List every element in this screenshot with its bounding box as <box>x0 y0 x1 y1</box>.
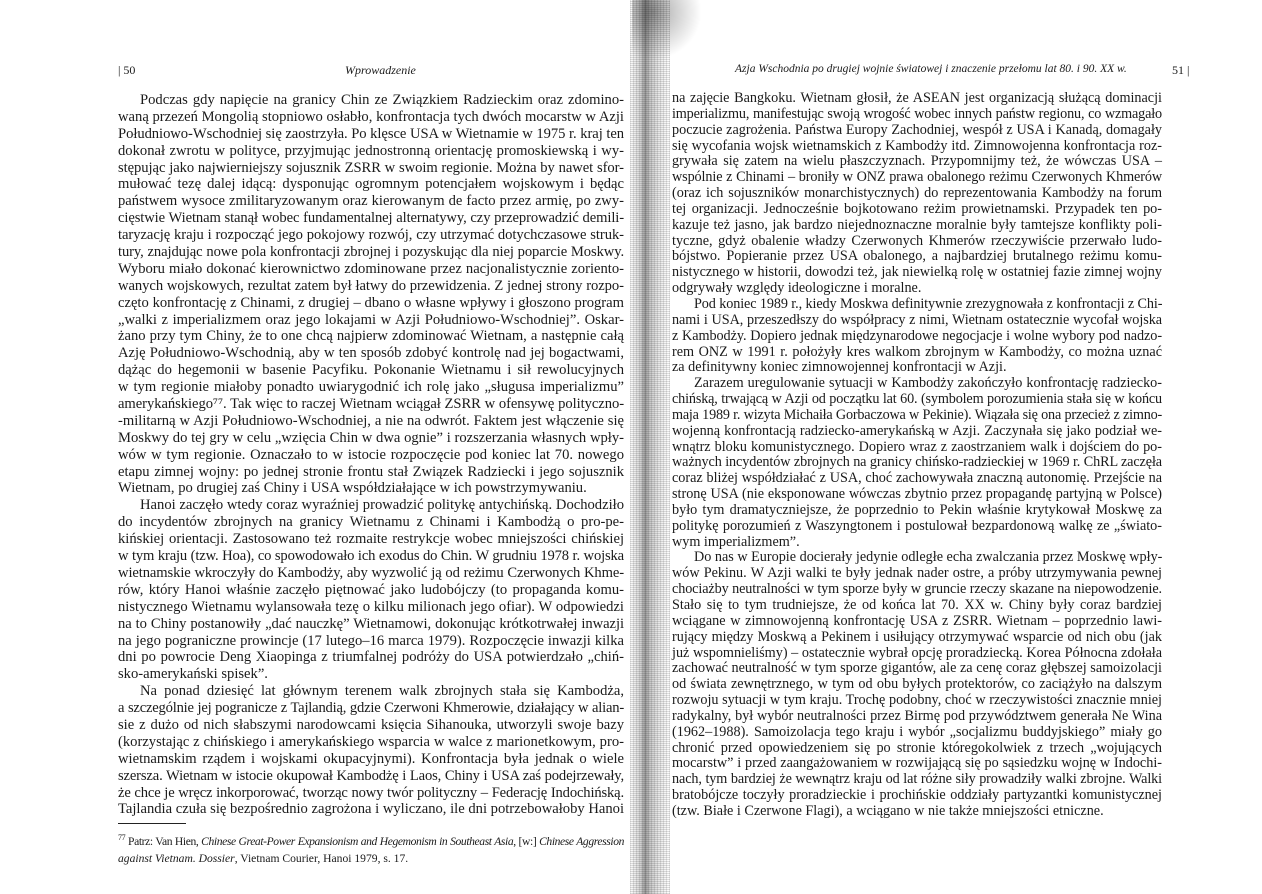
text-line: od świata zewnętrznego, w tym od obu byłych protektorów, co zaciążyło na dalszym <box>672 676 1162 693</box>
text-line: rów, który Hanoi właśnie zaczęło piętnować jako ludobójczy (to propaganda komu- <box>118 581 624 598</box>
paragraph <box>672 376 1162 550</box>
text-line: w tym regionie miałoby ponadto uwiarygodnić ich rolę jako „sługusa imperializmu” <box>118 379 624 396</box>
text-line: bratobójcze toczyły proradzieckie i prochińskie oddziały partyzantki komunistycznej <box>672 787 1162 804</box>
text-line: wspólnie z Chinami – broniły w ONZ prawa obalonego reżimu Czerwonych Khmerów <box>672 169 1162 186</box>
text-line: częto konfrontację z Chinami, z drugiej – dbano o własne wpływy i głoszono program <box>118 294 624 311</box>
text-line: wów w tym regionie. Oznaczało to w istocie rozpoczęcie pod koniec lat 70. nowego <box>118 446 624 463</box>
text-line: waną przezeń Mongolią stopniowo osłabło, konfrontacja tych dwóch mocarstw w Azji <box>118 108 624 125</box>
text-line: dokonał zwrotu w polityce, przyjmując jednostronną orientację promoskiewską i wy- <box>118 142 624 159</box>
text-line: dni po powrocie Deng Xiaopinga z triumfalnej podróży do USA potwierdzało „chiń- <box>118 649 624 666</box>
text-line: poczucie zagrożenia. Państwa Europy Zachodniej, wespół z USA i Kanadą, domagały <box>672 121 1162 138</box>
text-line: (tzw. Białe i Czerwone Flagi), a wciągano w nie także mniejszości etniczne. <box>672 802 1104 819</box>
text-line: Stało się to tym trudniejsze, że od końca lat 70. XX w. Chiny były coraz bardziej <box>672 597 1162 613</box>
footnote <box>118 829 624 867</box>
text-line: zachować neutralność w tym sporze gigantów, ale za cenę coraz głębszej samoizolacji <box>672 660 1162 677</box>
text-line: na zajęcie Bangkoku. Wietnam głosił, że ASEAN jest organizacją służącą dominacji <box>672 90 1162 106</box>
text-line: stępując jako najwierniejszy sojusznik ZSRR w swoim regionie. Można by nawet sfor- <box>118 159 624 176</box>
text-line: w tym kraju (tzw. Hoa), co spowodowało ich exodus do Chin. W grudniu 1978 r. wojska <box>118 548 624 565</box>
text-line: wanych wojskowych, rezultat zatem był łatwy do przewidzenia. Z jednej strony rozpo- <box>118 277 624 294</box>
text-line: Wyboru miało dokonać kierownictwo zdominowane przez nacjonalistycznie zoriento- <box>118 260 624 277</box>
text-line: maja 1989 r. wizyta Michaiła Gorbaczowa w Pekinie). Wiązała się ona przecież z zimno- <box>672 406 1162 423</box>
text-line: ważnych incydentów zbrojnych na granicy chińsko-radzieckiej w 1969 r. ChRL zaczęła <box>672 454 1162 471</box>
left-running-head: Wprowadzenie <box>345 63 416 77</box>
paragraph <box>118 497 624 683</box>
text-line: dążąc do hegemonii w basenie Pacyfiku. Pokonanie Wietnamu i sił rewolucyjnych <box>118 362 624 379</box>
text-line: na to Chiny postanowiły „dać nauczkę” Wietnamowi, dokonując krótkotrwałej inwazji <box>118 615 624 632</box>
footnote-rule <box>118 823 186 824</box>
text-line: szersza. Wietnam w istocie okupował Kambodżę i Laos, Chiny i USA zaś podejrzewały, <box>118 767 624 784</box>
right-running-head: Azja Wschodnia po drugiej wojnie światowej i znaczenie przełomu lat 80. i 90. XX w. <box>735 63 1127 75</box>
footnote-title: Chinese Great-Power Expansionism and Hegemonism in Southeast Asia <box>201 834 514 848</box>
text-line: etapu zimnej wojny: po jednej stronie frontu stał Związek Radziecki i jego sojusznik <box>118 463 624 480</box>
paragraph <box>118 683 624 818</box>
text-line: (korzystając z chińskiego i amerykańskiego wsparcia w walce z marionetkowym, pro- <box>118 733 624 750</box>
text-line: tury, znajdując nowe pola konfrontacji zbrojnej i pozyskując dla niej poparcie Moskwy. <box>118 244 624 261</box>
text-line: sie z dużo od nich słabszymi narodowcami księcia Sihanouka, utworzyli swoje bazy <box>118 716 624 733</box>
scan-shadow <box>632 0 702 60</box>
text-line: coraz bliżej współdziałać z USA, choć zachowywała znaczną autonomię. Przejście na <box>672 470 1162 487</box>
text-line: chronić przed opowiedzeniem się po stronie któregokolwiek z trzech „wojujących <box>672 739 1162 756</box>
paragraph <box>672 91 1162 297</box>
text-line: kazuje też jasno, jak bardzo niejednoznaczne moralnie były tamtejsze konflikty poli- <box>672 216 1162 233</box>
text-line: rozwoju sytuacji w tym kraju. Trochę podobny, choć w rzeczywistości znacznie mniej <box>672 692 1162 709</box>
text-line: wietnamskim rządem i wojskami okupacyjnymi). Konfrontacja była jednak o wiele <box>118 750 624 767</box>
text-line: odgrywały względy ideologiczne i moralne. <box>672 280 922 297</box>
text-line: mocarstw” i przed zaangażowaniem w rozwijającą się po sąsiedzku wojnę w Indochi- <box>672 755 1162 772</box>
text-line: cięstwie Wietnam stanął wobec fundamentalnej alternatywy, czy przeprowadzić demili- <box>118 210 624 227</box>
text-line: mułować tezę dalej idącą: dysponując ogromnym potencjałem wojskowym i będąc <box>118 176 624 193</box>
footnote-number: 77 <box>118 833 126 842</box>
text-line: za definitywny koniec zimnowojennej konfrontacji w Azji. <box>672 359 1007 376</box>
text-line: wnątrz bloku komunistycznego. Dopiero wraz z zaostrzaniem walk i dojściem do po- <box>672 438 1162 455</box>
text-line: chińską, trwającą w Azji od początku lat 60. (symbolem porozumienia stała się w końcu <box>672 391 1162 408</box>
text-line: tej organizacji. Jednocześnie bojkotowano reżim prowietnamski. Przypadek ten po- <box>672 200 1162 217</box>
footnote-text: , Vietnam Courier, Hanoi 1979, s. 17. <box>234 851 409 865</box>
text-line: „walki z imperializmem oraz jego lokajami w Azji Południowo-Wschodniej”. Oskar- <box>118 311 624 328</box>
text-line: wym imperializmem”. <box>672 533 800 550</box>
text-line: imperializmu, manifestując swoją wrogość wobec innych państw regionu, co wzmagało <box>672 105 1162 122</box>
text-line: sko-amerykański spisek”. <box>118 666 268 683</box>
right-page-body <box>672 91 1162 820</box>
text-line: państwem wysoce zmilitaryzowanym oraz kierowanym de facto przez armię, po zwy- <box>118 193 624 210</box>
text-line: Pod koniec 1989 r., kiedy Moskwa definitywnie zrezygnowała z konfrontacji z Chi- <box>694 295 1163 312</box>
text-line: grywała się zatem na wielu płaszczyznach. Przypomnijmy też, że wówczas USA – <box>672 153 1162 170</box>
text-line: stronę USA (nie eksponowane wówczas zbytnio przez propagandę partyjną w Polsce) <box>672 486 1162 503</box>
text-line: a szczególnie jej pogranicze z Tajlandią, gdzie Czerwoni Khmerowie, działający w alian- <box>118 700 624 717</box>
paragraph <box>118 92 624 497</box>
text-line: Zarazem uregulowanie sytuacji w Kambodży zakończyło konfrontację radziecko- <box>694 375 1162 392</box>
text-line: bójstwo. Popieranie przez USA obalonego, a najbardziej brutalnego reżimu komu- <box>672 248 1162 265</box>
book-gutter-shadow <box>630 0 670 894</box>
text-line: politykę porozumień z Waszyngtonem i postulował bezpardonową walkę ze „świato- <box>672 517 1162 534</box>
text-line: (oraz ich sojuszników monarchistycznych) do reprezentowania Kambodży na forum <box>672 185 1162 202</box>
footnote-text: , [w:] <box>513 834 540 848</box>
text-line: wietnamskie wkroczyły do Kambodży, aby wyzwolić ją od reżimu Czerwonych Khme- <box>118 564 624 581</box>
text-line: kińskiej orientacji. Zastosowano też rozmaite restrykcje wobec mniejszości chińskiej <box>118 531 624 548</box>
paragraph <box>672 297 1162 376</box>
text-line: Tajlandia czuła się bezpośrednio zagrożona i wyliczano, ile dni potrzebowałoby Hanoi <box>118 801 624 818</box>
text-line: Do nas w Europie docierały jedynie odległe echa zwalczania przez Moskwę wpły- <box>694 549 1163 566</box>
text-line: Wietnam, po drugiej zaś Chiny i USA współdziałające w ich powstrzymywaniu. <box>118 480 587 497</box>
text-line: Na ponad dziesięć lat głównym terenem walk zbrojnych stała się Kambodża, <box>140 683 624 700</box>
text-line: wciągane w zimnowojenną konfrontację USA z ZSRR. Wietnam – poprzednio lawi- <box>672 612 1162 629</box>
paragraph <box>672 550 1162 819</box>
right-page-number: 51 | <box>1172 63 1190 77</box>
text-line: już wspomnieliśmy) – ostatecznie wybrał opcję proradziecką. Korea Północna zdołała <box>672 644 1162 661</box>
text-line: Hanoi zaczęło wtedy coraz wyraźniej prowadzić politykę antychińską. Dochodziło <box>140 497 624 514</box>
text-line: Moskwy do tej gry w celu „wzięcia Chin w dwa ognie” i rozszerzania własnych wpły- <box>118 429 624 446</box>
text-line: nami i USA, przeszedłszy do współpracy z nimi, Wietnam ostatecznie wycofał wojska <box>672 311 1162 328</box>
text-line: z Kambodży. Dopiero jednak międzynarodowe negocjacje i wolne wybory pod nadzo- <box>672 327 1162 344</box>
left-page-body <box>118 92 624 818</box>
text-line: (1962–1988). Samoizolacja tego kraju i wybór „socjalizmu buddyjskiego” miały go <box>672 723 1162 740</box>
footnote-book-title: Chinese Aggression <box>539 834 624 848</box>
text-line: radykalny, był wybór neutralności przez Birmę pod przywództwem generała Ne Wina <box>672 707 1162 724</box>
text-line: wojenną konfrontacją radziecko-amerykańską w Azji. Zaczynała się jako podział we- <box>672 422 1162 439</box>
text-line: -militarną w Azji Południowo-Wschodniej, a nie na odwrót. Faktem jest włączenie się <box>118 412 624 429</box>
text-line: wów Pekinu. W Azji walki te były jednak nader ostre, a próby utrzymywania pewnej <box>672 565 1162 582</box>
text-line: nistycznego w historii, dowodzi też, jak niewielką rolę w ostatniej fazie zimnej wojny <box>672 264 1162 281</box>
text-line: Podczas gdy napięcie na granicy Chin ze Związkiem Radzieckim oraz zdomino- <box>140 92 624 108</box>
text-line: chociażby neutralności w tym sporze były w gruncie rzeczy skazane na niepowodzenie. <box>672 581 1162 598</box>
text-line: nach, tym bardziej że wewnątrz kraju od lat różne siły prowadziły walki zbrojne. Walki <box>672 771 1162 788</box>
text-line: nistycznego Wietnamu wylansowała tezę o kilku milionach jego ofiar). W odpowiedzi <box>118 598 624 615</box>
text-line: do incydentów zbrojnych na granicy Wietnamu z Chinami i Kambodżą o pro-pe- <box>118 514 624 531</box>
text-line: rem ONZ w 1991 r. położyły kres walkom zbrojnym w Kambodży, co można uznać <box>672 343 1162 360</box>
text-line: że chce je wręcz inkorporować, tworząc nowy twór polityczny – Federację Indochińską. <box>118 784 624 801</box>
text-line: amerykańskiego⁷⁷. Tak więc to raczej Wietnam wciągał ZSRR w ofensywę polityczno- <box>118 396 624 413</box>
text-line: się wycofania wojsk wietnamskich z Kambodży itd. Zimnowojenna konfrontacja roz- <box>672 137 1162 154</box>
text-line: żano przy tym Chiny, że to one chcą najpierw zdominować Wietnam, a następnie całą <box>118 328 624 345</box>
text-line: tyczne, gdyż obalenie władzy Czerwonych Khmerów rzeczywiście przerwało ludo- <box>672 232 1162 249</box>
text-line: było tym dramatyczniejsze, że poprzednio to Pekin właśnie krytykował Moskwę za <box>672 501 1162 518</box>
footnote-book-title: against Vietnam. Dossier <box>118 851 235 865</box>
left-page-number: | 50 <box>118 63 136 77</box>
text-line: na jego pograniczne prowincje (17 lutego–16 marca 1979). Rozpoczęcie inwazji kilka <box>118 632 624 649</box>
footnote-text: Patrz: Van Hien, <box>128 834 202 848</box>
text-line: rujący między Moskwą a Pekinem i usiłujący otrzymywać wsparcie od nich obu (jak <box>672 628 1162 645</box>
text-line: taryzację kraju i rozpocząć jego pokojowy rozwój, czy utrzymać dotychczasowe struk- <box>118 227 624 244</box>
text-line: Południowo-Wschodniej się zaostrzyła. Po klęsce USA w Wietnamie w 1975 r. kraj ten <box>118 125 624 142</box>
text-line: Azję Południowo-Wschodnią, aby w ten sposób zdobyć kontrolę nad jej bogactwami, <box>118 345 624 362</box>
